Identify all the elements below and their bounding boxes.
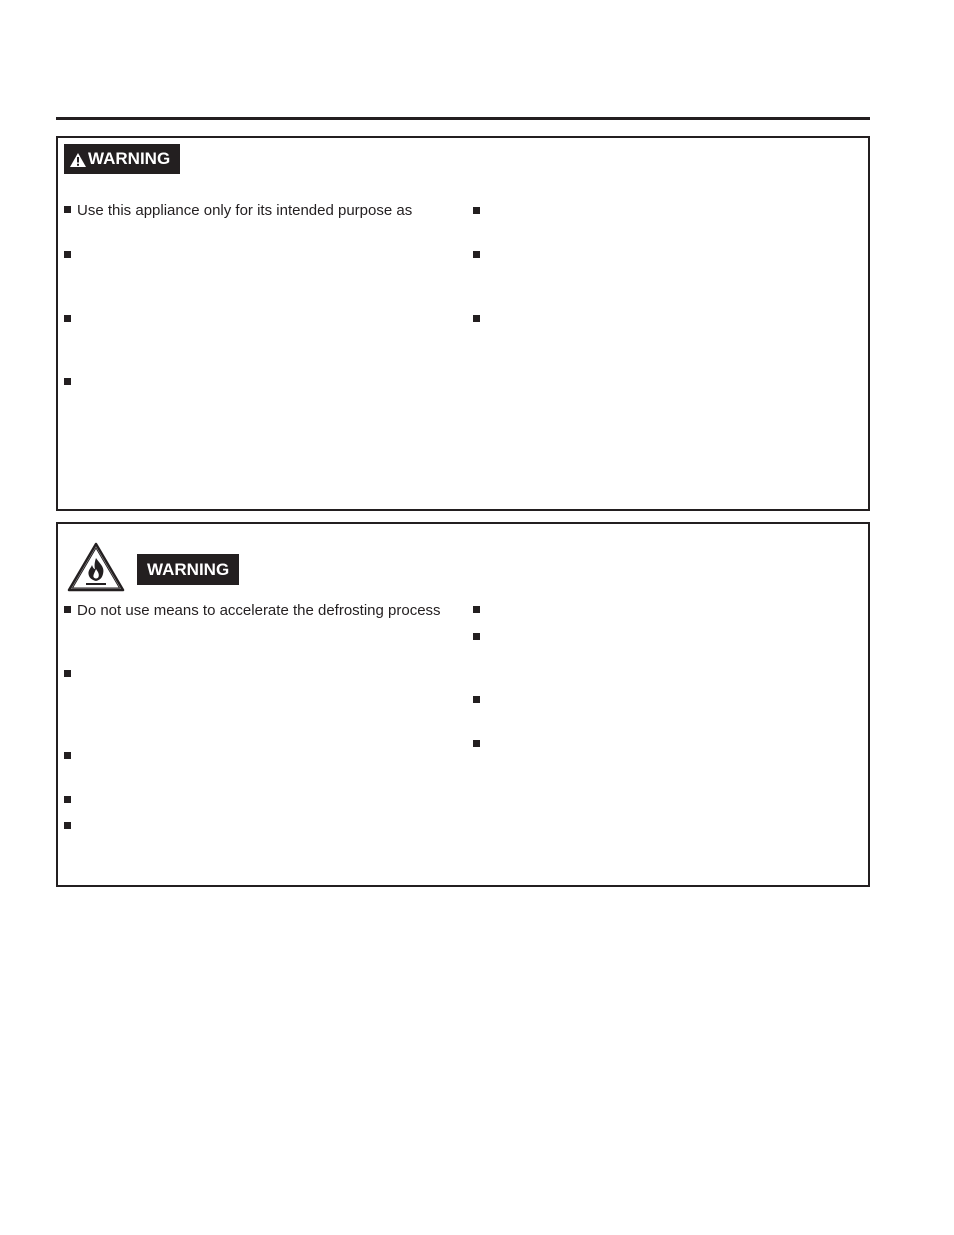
list-item <box>64 666 77 684</box>
list-item <box>473 247 486 265</box>
warning-box-flammable <box>56 522 870 887</box>
list-item <box>64 311 77 329</box>
list-item <box>64 247 77 265</box>
list-item: Use this appliance only for its intended purpose as <box>64 202 412 220</box>
list-item <box>473 203 486 221</box>
list-item <box>473 602 486 620</box>
list-item <box>473 311 486 329</box>
list-item <box>64 818 77 836</box>
list-item <box>473 736 486 754</box>
list-item: Do not use means to accelerate the defrosting process <box>64 602 441 620</box>
warning-badge-label: WARNING <box>147 560 230 579</box>
list-item <box>473 629 486 647</box>
warning-box-general <box>56 136 870 511</box>
warning-triangle-icon <box>70 153 86 167</box>
warning-badge <box>137 554 239 585</box>
flammable-material-icon <box>67 542 125 592</box>
top-rule <box>56 117 870 120</box>
list-item <box>64 792 77 810</box>
list-item <box>64 748 77 766</box>
warning-badge-label: WARNING <box>88 149 171 168</box>
list-item <box>64 374 77 392</box>
list-item <box>473 692 486 710</box>
warning-badge <box>64 144 180 174</box>
